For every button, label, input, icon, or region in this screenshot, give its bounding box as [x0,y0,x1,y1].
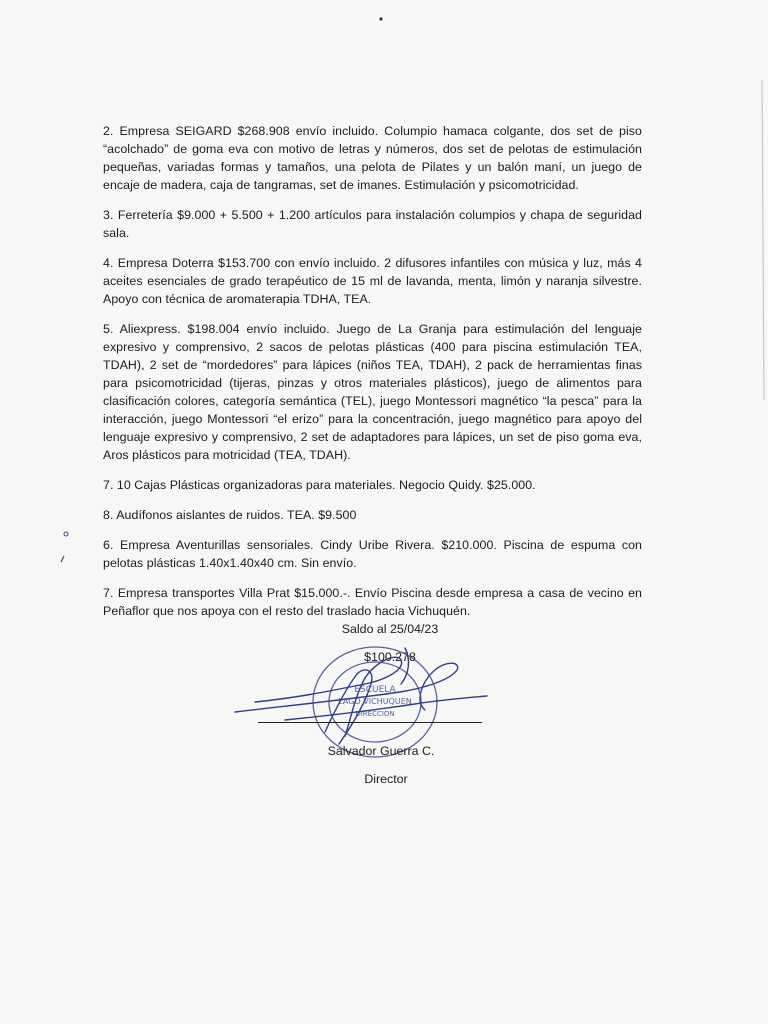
item-paragraph-3-ferreteria: 3. Ferretería $9.000 + 5.500 + 1.200 artículos para instalación columpios y chapa de seguridad sala. [103,208,642,240]
item-paragraph-4-doterra: 4. Empresa Doterra $153.700 con envío incluido. 2 difusores infantiles con música y luz, más 4 aceites esenciales de grado terapéutico de 15 ml de lavanda, menta, limón y naranja silvestre. Apoyo con técnica de aromaterapia TDHA, TEA. [103,256,642,306]
saldo-amount: $100.278 [364,650,416,664]
saldo-label: Saldo al 25/04/23 [341,622,439,636]
item-paragraph-5-aliexpress: 5. Aliexpress. $198.004 envío incluido. Juego de La Granja para estimulación del lenguaje expresivo y comprensivo, 2 sacos de pelotas plásticas (400 para piscina estimulación TEA, TDAH), 2 set de “mordedores” para lápices (niños TEA, TDAH), 2 pack de herramientas finas para psicomotricidad (tijeras, pinzas y otros materiales plásticos), juego de alimentos para clasificación colores, categoría semántica (TEL), juego Montessori magnético “la pesca” para la interacción, juego Montessori “el erizo” para la concentración, juego magnético para apoyo del lenguaje expresivo y comprensivo, 2 set de adaptadores para lápices, un set de piso goma eva, Aros plásticos para motricidad (TEA, TDAH). [103,322,642,462]
stamp-line1: ESCUELA [354,685,396,695]
item-paragraph-2-seigard: 2. Empresa SEIGARD $268.908 envío incluido. Columpio hamaca colgante, dos set de piso “acolchado” de goma eva con motivo de letras y números, dos set de pelotas de estimulación pequeñas, variadas formas y tamaños, una pelota de Pilates y un balón maní, un juego de encaje de madera, caja de tangramas, set de imanes. Estimulación y psicomotricidad. [103,124,642,192]
school-stamp [313,647,437,757]
stamp-line2: LAGO VICHUQUEN [338,697,412,706]
signer-name: Salvador Guerra C. [327,744,435,758]
item-paragraph-8-audifonos: 8. Audífonos aislantes de ruidos. TEA. $9.500 [103,508,357,522]
page-edge-shadow [752,80,766,400]
scan-mark-dot [376,14,386,24]
signature-line [258,722,482,723]
stamp-line3: DIRECCION [355,710,395,718]
margin-pen-marks [58,528,82,578]
item-paragraph-7-transportes: 7. Empresa transportes Villa Prat $15.000.-. Envío Piscina desde empresa a casa de vecino en Peñaflor que nos apoya con el resto del traslado hacia Vichuquén. [103,586,642,618]
document-body [103,122,642,632]
item-paragraph-6-aventurillas: 6. Empresa Aventurillas sensoriales. Cindy Uribe Rivera. $210.000. Piscina de espuma con pelotas plásticas 1.40x1.40x40 cm. Sin envío. [103,538,642,570]
item-paragraph-7-cajas: 7. 10 Cajas Plásticas organizadoras para materiales. Negocio Quidy. $25.000. [103,478,536,492]
handwritten-signature [235,648,487,744]
signer-title: Director [364,772,408,786]
